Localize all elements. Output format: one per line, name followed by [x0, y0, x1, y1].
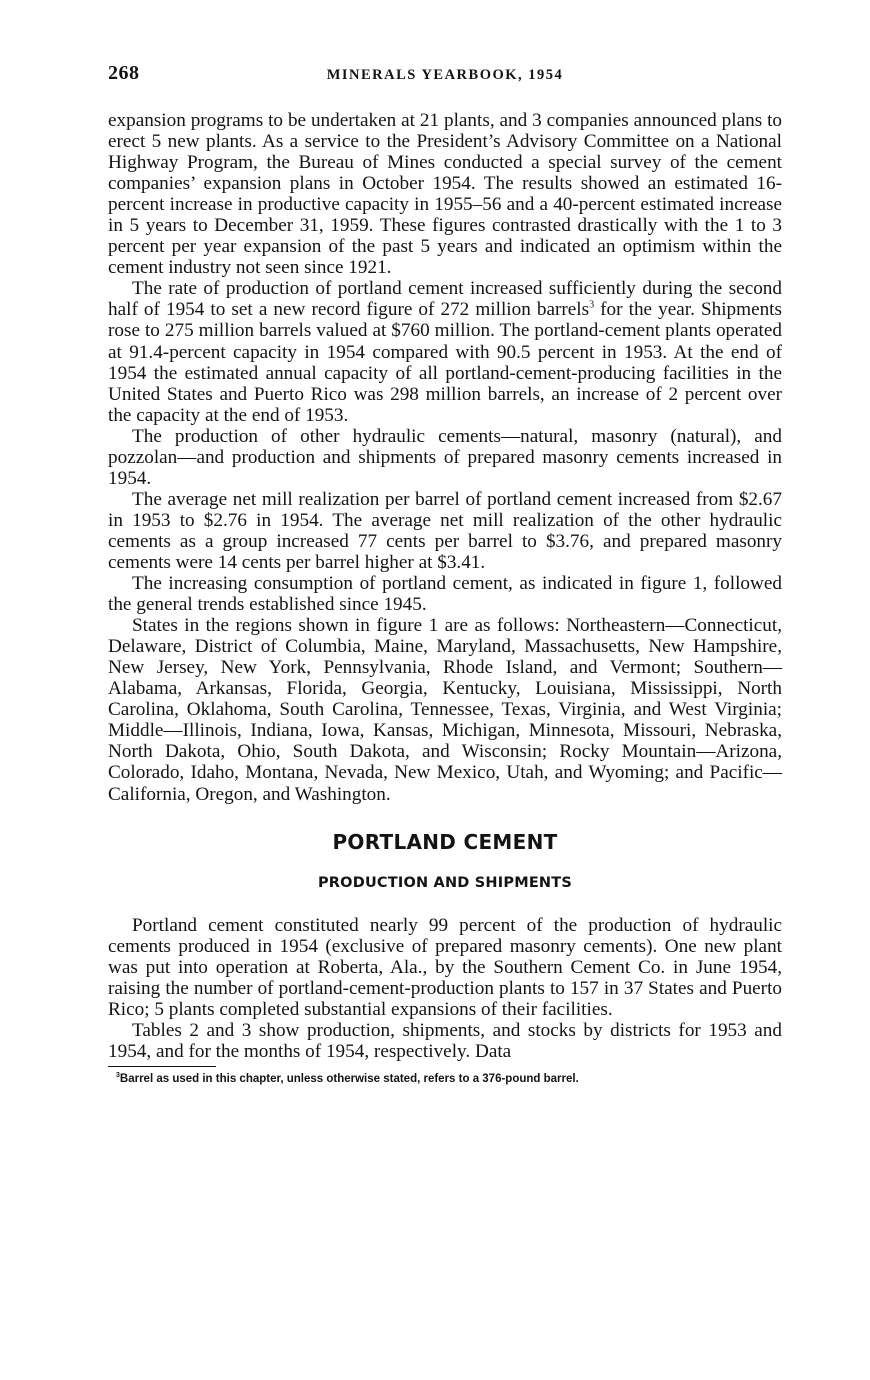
document-page — [108, 62, 782, 1086]
body-text — [108, 110, 782, 805]
paragraph-net-mill-realization: The average net mill realization per barrel of portland cement increased from $2.67 in 1953 to $2.76 in 1954. The average net mill realization of the other hydraulic cements as a group increased 77 cents per barrel to $3.76, and prepared masonry cements were 14 cents per barrel higher at $3.41. — [108, 488, 782, 573]
paragraph-production-rate — [108, 278, 782, 425]
paragraph-tables-reference: Tables 2 and 3 show production, shipments, and stocks by districts for 1953 and 1954, and for the months of 1954, respectively. Data — [108, 1019, 782, 1062]
paragraph-consumption-trends: The increasing consumption of portland cement, as indicated in figure 1, followed the general trends established since 1945. — [108, 573, 782, 616]
paragraph-portland-share: Portland cement constituted nearly 99 percent of the production of hydraulic cements produced in 1954 (exclusive of prepared masonry cements). One new plant was put into operation at Roberta, Ala., by the Southern Cement Co. in June 1954, raising the number of portland-cement-production plants to 157 in 37 States and Puerto Rico; 5 plants completed substantial expansions of their facilities. — [108, 914, 782, 1020]
footnote-divider — [108, 1066, 216, 1067]
footnote — [108, 1069, 782, 1086]
paragraph-expansion-programs: expansion programs to be undertaken at 21 plants, and 3 companies announced plans to erect 5 new plants. As a service to the President’s Advisory Committee on a National Highway Program, the Bureau of Mines conducted a special survey of the cement companies’ expansion plans in October 1954. The results showed an estimated 16-percent increase in productive capacity in 1955–56 and a 40-percent estimated increase in 5 years to December 31, 1959. These figures contrasted drastically with the 1 to 3 percent per year expansion of the past 5 years and indicated an optimism within the cement industry not seen since 1921. — [108, 110, 782, 279]
running-title: MINERALS YEARBOOK, 1954 — [326, 67, 564, 83]
subsection-heading: PRODUCTION AND SHIPMENTS — [317, 874, 572, 891]
section-heading: PORTLAND CEMENT — [332, 829, 558, 854]
paragraph-regions: States in the regions shown in figure 1 are as follows: Northeastern—Connecticut, Delaware, District of Columbia, Maine, Maryland, Massachusetts, New Hampshire, New Jersey, New York, Pennsylvania, Rhode Island, and Vermont; Southern—Alabama, Arkansas, Florida, Georgia, Kentucky, Louisiana, Mississippi, North Carolina, Oklahoma, South Carolina, Tennessee, Texas, Virginia, and West Virginia; Middle—Illinois, Indiana, Iowa, Kansas, Michigan, Minnesota, Missouri, Nebraska, North Dakota, Ohio, South Dakota, and Wisconsin; Rocky Mountain—Arizona, Colorado, Idaho, Montana, Nevada, New Mexico, Utah, and Wyoming; and Pacific—California, Oregon, and Washington. — [108, 615, 782, 805]
page-number: 268 — [108, 62, 140, 84]
paragraph-production-rate-part1: The rate of production of portland cement increased sufficiently during the second half of 1954 to set a new record figure of 272 million barrels — [108, 278, 782, 321]
paragraph-production-rate-part2: for the year. Shipments rose to 275 million barrels valued at $760 million. The portland-cement plants operated at 91.4-percent capacity in 1954 compared with 90.5 percent in 1953. At the end of 1954 the estimated annual capacity of all portland-cement-producing facilities in the United States and Puerto Rico was 298 million barrels, an increase of 2 percent over the capacity at the end of 1953. — [108, 299, 782, 426]
paragraph-other-hydraulic-cements: The production of other hydraulic cements—natural, masonry (natural), and pozzolan—and production and shipments of prepared masonry cements increased in 1954. — [108, 425, 782, 489]
footnote-marker: 3 — [116, 1071, 120, 1079]
footnote-reference: 3 — [589, 300, 595, 312]
running-head — [108, 62, 782, 92]
footnote-text: Barrel as used in this chapter, unless otherwise stated, refers to a 376-pound barrel. — [119, 1072, 579, 1085]
section-body — [108, 915, 782, 1062]
